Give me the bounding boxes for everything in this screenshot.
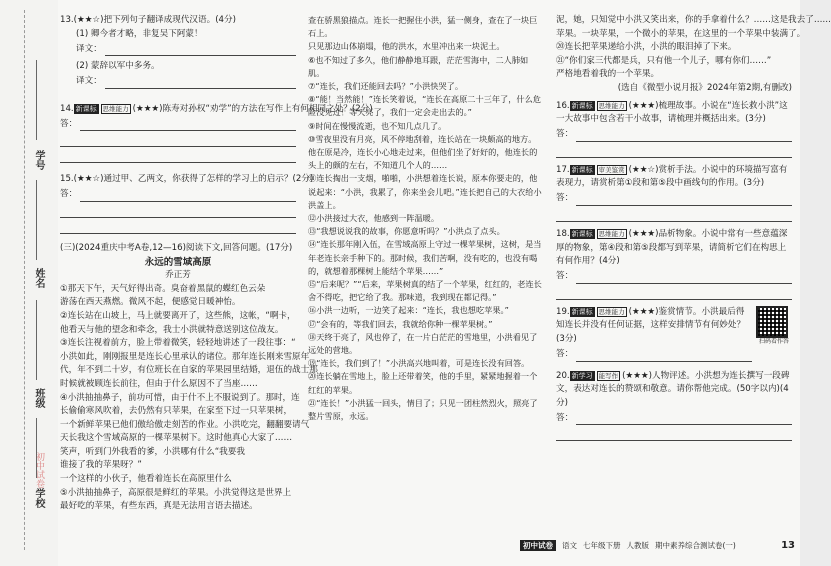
q14-text: (★★★)陈寿对孙权“劝学”的方法在写作上有何相同之处？(2分) xyxy=(132,103,373,114)
article-paragraph: ⑥也不知过了多久，他们静静地耳跟，茫茫雪海中，二人肺如肌。 xyxy=(308,54,529,78)
q16-tag2: 思维能力 xyxy=(598,101,625,110)
q19-heading xyxy=(556,306,752,347)
article-title: 永远的雪域高原 xyxy=(144,256,212,268)
q16-answer-line xyxy=(576,131,792,142)
article-line: 苹果。一块苹果，一个微小的苹果，在这里的一个苹果中装满了。 xyxy=(556,28,806,39)
q15-answer-label: 答： xyxy=(60,189,78,200)
q13-answer-2[interactable] xyxy=(60,74,296,89)
q20-answer-label: 答： xyxy=(556,412,574,423)
article-line: 笑声，听到门外我看的爹，小洪哪有什么“我要我 xyxy=(60,446,245,457)
q17-text: (★★☆)赏析手法。小说中的环境描写富有表现力，请赏析第①段和第⑤段中画线句的作用。(3分) xyxy=(556,164,788,189)
q14-tag2: 思维能力 xyxy=(102,104,129,113)
q13-sentence-1: (1) 卿今者才略，非复吴下阿蒙！ xyxy=(76,28,203,39)
q20-heading xyxy=(556,370,792,411)
q20-answer[interactable] xyxy=(556,410,792,425)
article-line: 天长我这个雪域高原的一棵苹果树下。这时他真心大家了…… xyxy=(60,433,293,444)
q18-block xyxy=(556,228,792,300)
q20-block xyxy=(556,370,792,442)
page-footer xyxy=(520,538,795,552)
q19-text: (★★★)鉴赏情节。小洪最后得知连长并没有任何证据，这样安排情节有何妙处？(3分) xyxy=(556,306,746,344)
page-number: 13 xyxy=(781,539,795,551)
article-paragraphs-middle xyxy=(308,14,544,423)
article-paragraph: ⑯小洪一边听，一边笑了起来：“连长，我也想吃苹果。” xyxy=(308,305,509,316)
q19-answer-label: 答： xyxy=(556,348,574,359)
q18-answer-line xyxy=(576,273,792,284)
q13-answer-2-label: 译文： xyxy=(76,76,102,87)
q13-answer-1[interactable] xyxy=(60,41,296,56)
label-student-id: 学号 xyxy=(33,150,44,170)
article-paragraph: ⑲“连长，我们到了！”小洪高兴地叫着，可是连长没有回答。 xyxy=(308,358,530,369)
q14-answer-line-3[interactable] xyxy=(60,147,296,163)
article-line: ③连长注视着前方，脸上带着微笑，轻轻地讲述了一段往事：“ xyxy=(60,338,296,349)
q18-answer-label: 答： xyxy=(556,271,574,282)
article-paragraph: ⑱天终于亮了，风也停了，在一片白茫茫的雪地里，小洪看见了远处的营地。 xyxy=(308,331,538,356)
right-column xyxy=(556,14,831,441)
article-paragraph: 查在骄黑狼描点。连长一把握住小洪，猛一侧身，查在了一块巨石上。 xyxy=(308,15,538,39)
binding-margin xyxy=(0,0,58,566)
q17-tag: 新课标 xyxy=(571,165,593,174)
left-column xyxy=(60,14,373,514)
q13-answer-1-line xyxy=(105,45,296,56)
q20-tag: 新学习 xyxy=(571,371,593,380)
q19-tag2: 思维能力 xyxy=(598,307,625,316)
q18-tag2: 思维能力 xyxy=(598,229,625,238)
q16-text: (★★★)梳理故事。小说在“连长救小洪”这一大故事中包含若干小故事，请梳理并概括出来。(3分) xyxy=(556,100,788,125)
q20-text: (★★★)人物评述。小洪想为连长撰写一段碑文，表达对连长的赞颂和敬意。请你帮他完成。(50字以内)(4分) xyxy=(556,370,790,408)
article-line: 长偷偷寒风吹着，去仍然有只苹果，在家至下过一只苹果树， xyxy=(60,406,293,417)
qr-caption: 扫码看作答 xyxy=(758,337,789,345)
article-line: ④小洪抽抽鼻子，前功可惜，由于什不上不服说到了。那时，连 xyxy=(60,392,300,403)
q19-block xyxy=(556,306,792,362)
q18-text: (★★★)品析物象。小说中常有一些意蕴深厚的物象，第④段和第⑤段都写到苹果，请简析它们在构思上有何作用？(4分) xyxy=(556,228,788,267)
q19-tag: 新课标 xyxy=(571,307,593,316)
q14-heading: 14. 新课标 思维能力 (★★★)陈寿对孙权“劝学”的方法在写作上有何相同之处？(2分) xyxy=(60,103,373,114)
footer-subject: 语文 xyxy=(562,540,577,550)
q14-tag: 新课标 xyxy=(75,104,97,113)
q16-answer[interactable] xyxy=(556,127,792,142)
q14-answer[interactable] xyxy=(60,116,296,131)
article-source: (选自《微型小说月报》2024年第2期,有删改) xyxy=(617,82,792,93)
q18-number: 18. xyxy=(556,228,570,239)
q17-answer[interactable] xyxy=(556,191,792,206)
q15-heading: 15.(★★☆)通过甲、乙两文，你获得了怎样的学习上的启示？(2分) xyxy=(60,174,314,185)
footer-edition: 人教版 xyxy=(626,540,649,550)
qr-code-icon[interactable] xyxy=(756,306,788,338)
article-line: ⑳连长把苹果递给小洪，小洪的眼泪掉了下来。 xyxy=(556,42,737,53)
article-line: 小洪如此，刚刚报里是连长心里承认的诸位。那年连长刚来雪原年 xyxy=(60,351,310,362)
article-paragraph: ⑳连长躺在雪地上，脸上还带着笑，他的手里，紧紧地握着一个红红的苹果。 xyxy=(308,371,538,395)
article-paragraph: 只见那边山体崩塌，他的洪水，水里冲出来一块泥土。 xyxy=(308,41,505,52)
article-line: 游荡在西天燕燃。微风不起，便感觉日暖神怡。 xyxy=(60,297,241,308)
article-line: ②连长站在山坡上，马上就要离开了，这些熊，这帐，“啊卡， xyxy=(60,310,296,321)
article-line: 代，年不到二十岁，有位班长在自家的苹果园里结婚，退伍的战士那 xyxy=(60,365,318,376)
article-line: ①那天下午，天气好得出奇。臭奋着黑鼠的蝶红色云朵 xyxy=(60,283,266,294)
article-line: 他看天与他的望念和牵念，我士小洪就特意送别这位战友。 xyxy=(60,324,284,335)
q13-heading: 13.(★★☆)把下列句子翻译成现代汉语。(4分) xyxy=(60,15,236,25)
q18-tag: 新课标 xyxy=(571,229,593,238)
article-line: 一个新鲜苹果已他们傲给傲走刻苦的作业。小洪吃完，翻翻要请气 xyxy=(60,419,310,430)
q19-answer-line xyxy=(576,351,752,362)
article-paragraph: ⑪连长掏出一支烟，啪啪，小洪想着连长说，原本你要走的，他说起来：“小洪，我累了，你来坐会儿吧。”连长把自己的大衣给小洪盖上。 xyxy=(308,173,542,210)
article-paragraph: ⑦“连长，我们还能回去吗？”小洪快哭了。 xyxy=(308,81,464,92)
q20-tag2: 能写作 xyxy=(598,371,619,380)
article-paragraph: ⑧“能！当然能！”连长笑着说，“连长在高原二十三年了，什么危险没见过！等天亮了，我们一定会走出去的。” xyxy=(308,94,541,118)
article-line: 严格地看着我的一个苹果。 xyxy=(556,69,660,80)
q16-answer-label: 答： xyxy=(556,129,574,140)
q14-answer-line-2[interactable] xyxy=(60,131,296,147)
q13-answer-2-line xyxy=(105,78,296,89)
footer-test-name: 期中素养综合测试卷(一) xyxy=(655,540,736,550)
article-line: 最好吃的苹果，有些东西，真是无法用言语去描述。 xyxy=(60,501,258,512)
article-line: 泥，她，只知觉中小洪又笑出来，你的手拿着什么？……这是我去了…… xyxy=(556,15,831,25)
footer-brand: 初中试卷 xyxy=(520,540,556,551)
q17-tag2: 审美鉴赏 xyxy=(598,165,625,174)
article-paragraph: ⑭“连长那年刚入伍，在雪域高原上守过一棵苹果树，这树，是当年老连长亲手种下的。那时候，我们苦啊，没有吃的，也没有喝的，就想着那棵树上能结个苹果……” xyxy=(308,239,542,276)
q17-answer-label: 答： xyxy=(556,193,574,204)
q18-answer[interactable] xyxy=(556,269,792,284)
q19-answer[interactable] xyxy=(556,347,752,362)
q15-answer[interactable] xyxy=(60,187,296,202)
article-paragraph: ⑰“会有的，等我们回去，我就给你种一棵苹果树。” xyxy=(308,318,493,329)
q17-answer-line xyxy=(576,195,792,206)
q16-number: 16. xyxy=(556,100,570,111)
q17-block xyxy=(556,164,792,222)
article-paragraph: ⑨时间在慢慢流逝，也不知几点几了。 xyxy=(308,120,447,131)
article-author: 乔正芳 xyxy=(165,270,191,281)
q15-answer-line-3[interactable] xyxy=(60,218,296,234)
q20-answer-line xyxy=(576,414,792,425)
q16-heading xyxy=(556,100,792,127)
q16-tag: 新课标 xyxy=(571,101,593,110)
q17-answer-line-2[interactable] xyxy=(556,206,792,222)
article-paragraphs-left xyxy=(60,283,318,514)
article-paragraph: ⑫小洪接过大衣，他感到一阵温暖。 xyxy=(308,213,440,224)
article-line: 谁接了我的苹果呀？” xyxy=(60,460,142,471)
q13-answer-1-label: 译文： xyxy=(76,43,102,54)
q15-answer-line-2[interactable] xyxy=(60,202,296,218)
corner-stamp: 初中试卷 xyxy=(34,452,44,488)
class-underline xyxy=(36,300,37,380)
q20-answer-line-2[interactable] xyxy=(556,425,792,441)
section3-heading: (三)(2024重庆中考A卷,12—16)阅读下文,回答问题。(17分) xyxy=(60,242,293,253)
article-paragraph: ⑩雪夜里没有月亮，风不停地刮着，连长站在一块颇高的地方。他在原是冷，连长小心地走过来，但他们坐了好好的，他连长的头上的颇的左右，不知道几个人的…… xyxy=(308,133,538,171)
q17-heading xyxy=(556,164,792,191)
q16-block xyxy=(556,100,792,158)
article-paragraph: ⑮“后来呢？”“后来，苹果树真的结了一个苹果，红红的，老连长舍不得吃，把它给了我。那味道，我到现在都记得。” xyxy=(308,279,542,303)
article-paragraphs-right xyxy=(556,14,831,82)
article-line: 时候就被顾连长前往，但由于什么原因不了当座…… xyxy=(60,378,258,389)
label-school: 学校 xyxy=(33,488,44,508)
q14-answer-line xyxy=(80,120,296,131)
label-name: 姓名 xyxy=(33,268,44,288)
q15-answer-line xyxy=(80,191,296,202)
q19-number: 19. xyxy=(556,306,570,317)
q14-answer-label: 答： xyxy=(60,118,78,129)
label-class: 班级 xyxy=(33,388,44,408)
q13-sentence-2: (2) 蒙辞以军中多务。 xyxy=(76,61,160,72)
q18-answer-line-2[interactable] xyxy=(556,284,792,300)
footer-grade: 七年级下册 xyxy=(583,540,621,550)
article-line: ㉑“你们家三代都是兵，只有他一个儿子，哪有你们……” xyxy=(556,55,772,66)
article-paragraph: ㉑“连长！”小洪猛一回头，情目了；只见一团柱然烈火，照亮了整片雪原，永远。 xyxy=(308,397,538,422)
article-line: 一个这样的小伙子，他看着连长在高原里什么 xyxy=(60,474,232,485)
middle-column xyxy=(308,14,544,423)
q18-heading xyxy=(556,228,792,269)
article-line: ⑤小洪抽抽鼻子，高原很是鲜红的苹果。小洪觉得这是世界上 xyxy=(60,487,292,498)
q16-answer-line-2[interactable] xyxy=(556,142,792,158)
q17-number: 17. xyxy=(556,164,570,175)
article-paragraph: ⑬“我想说说我的故事，你愿意听吗？”小洪点了点头。 xyxy=(308,226,505,237)
student-id-underline xyxy=(36,60,37,140)
q20-number: 20. xyxy=(556,370,570,381)
name-underline xyxy=(36,180,37,260)
